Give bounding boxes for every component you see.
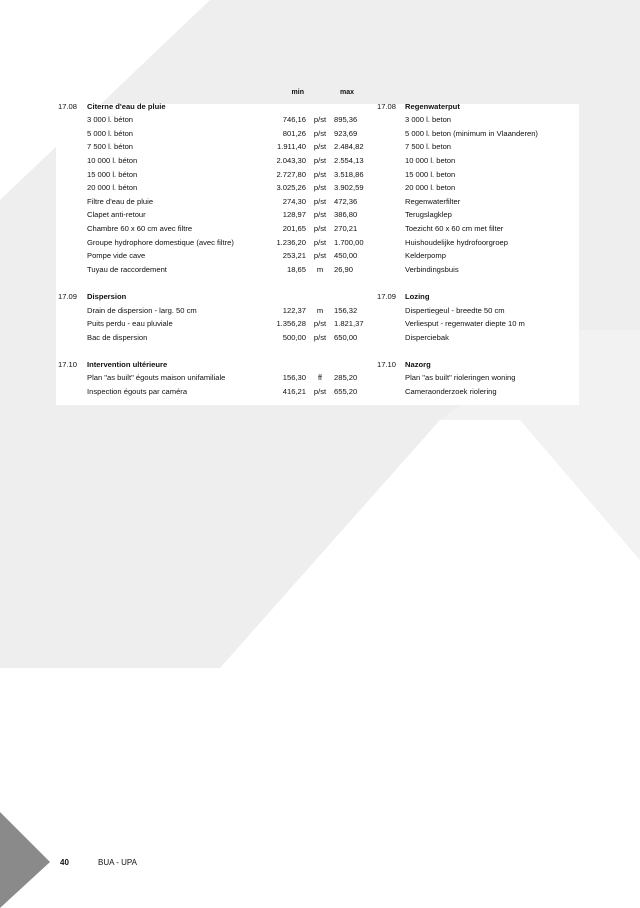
price-max: 655,20 [334, 387, 358, 397]
item-description-nl: Verbindingsbuis [405, 264, 459, 274]
price-max: 3.518,86 [334, 169, 364, 179]
empty-cell [58, 127, 87, 141]
item-description-fr: Inspection égouts par caméra [87, 387, 188, 397]
empty-cell [405, 344, 578, 358]
empty-cell [58, 276, 87, 290]
unit: p/st [313, 387, 327, 397]
table-header [58, 86, 578, 100]
section-code: 17.08 [58, 101, 78, 111]
table-row [58, 113, 578, 127]
empty-cell [58, 344, 87, 358]
empty-cell [377, 154, 405, 168]
table-row [58, 140, 578, 154]
price-max: 3.902,59 [334, 183, 364, 193]
section-heading-row [58, 100, 578, 114]
empty-cell [58, 154, 87, 168]
item-description-nl: Dispertiegeul - breedte 50 cm [405, 305, 505, 315]
empty-cell [58, 140, 87, 154]
item-description-fr: Groupe hydrophore domestique (avec filtre) [87, 237, 234, 247]
table-row [58, 222, 578, 236]
empty-cell [266, 344, 306, 358]
unit: p/st [313, 196, 327, 206]
table-row [58, 168, 578, 182]
empty-cell [377, 208, 405, 222]
empty-cell [334, 290, 377, 304]
item-description-nl: 15 000 l. beton [405, 169, 456, 179]
empty-cell [266, 290, 306, 304]
price-max: 285,20 [334, 373, 358, 383]
item-description-fr: Plan "as built" égouts maison unifamiliale [87, 373, 226, 383]
price-min: 201,65 [282, 223, 306, 233]
table-row [58, 263, 578, 277]
unit: ff [317, 373, 323, 383]
empty-cell [58, 168, 87, 182]
empty-cell [58, 371, 87, 385]
section-code-nl: 17.10 [377, 359, 397, 369]
empty-cell [266, 276, 306, 290]
empty-cell [377, 168, 405, 182]
empty-cell [266, 100, 306, 114]
empty-cell [58, 195, 87, 209]
price-min: 1.236,20 [276, 237, 306, 247]
price-min: 18,65 [286, 264, 306, 274]
table-row [58, 195, 578, 209]
item-description-nl: 10 000 l. beton [405, 155, 456, 165]
empty-cell [58, 331, 87, 345]
price-min: 1.911,40 [277, 142, 306, 152]
unit: m [316, 264, 324, 274]
price-max: 650,00 [334, 332, 358, 342]
price-min: 128,97 [282, 210, 306, 220]
price-max: 1.700,00 [334, 237, 364, 247]
empty-cell [306, 344, 334, 358]
item-description-nl: Kelderpomp [405, 251, 446, 261]
unit: p/st [313, 237, 327, 247]
item-description-fr: Puits perdu - eau pluviale [87, 319, 173, 329]
empty-cell [377, 127, 405, 141]
price-min: 274,30 [282, 196, 306, 206]
price-max: 2.554,13 [334, 155, 364, 165]
unit: p/st [313, 169, 327, 179]
empty-cell [306, 100, 334, 114]
item-description-nl: Regenwaterfilter [405, 196, 461, 206]
section-code: 17.10 [58, 359, 78, 369]
empty-cell [377, 276, 405, 290]
table-row [58, 249, 578, 263]
page-number: 40 [60, 858, 69, 867]
item-description-fr: Tuyau de raccordement [87, 264, 167, 274]
empty-cell [58, 208, 87, 222]
empty-cell [377, 371, 405, 385]
price-max: 1.821,37 [334, 319, 364, 329]
table-row [58, 154, 578, 168]
price-max: 270,21 [334, 223, 358, 233]
item-description-fr: Clapet anti-retour [87, 210, 146, 220]
table-row [58, 331, 578, 345]
section-code-nl: 17.08 [377, 101, 397, 111]
empty-cell [58, 249, 87, 263]
item-description-fr: Filtre d'eau de pluie [87, 196, 154, 206]
item-description-fr: 5 000 l. béton [87, 128, 134, 138]
table-row [58, 181, 578, 195]
empty-cell [377, 140, 405, 154]
unit: p/st [313, 251, 327, 261]
section-code: 17.09 [58, 291, 78, 301]
item-description-fr: Pompe vide cave [87, 251, 146, 261]
header-min: min [291, 89, 304, 96]
price-min: 156,30 [282, 373, 306, 383]
price-min: 416,21 [282, 387, 306, 397]
item-description-nl: 7 500 l. beton [405, 142, 452, 152]
empty-cell [58, 263, 87, 277]
section-spacer [58, 344, 578, 358]
item-description-nl: Toezicht 60 x 60 cm met filter [405, 223, 504, 233]
empty-cell [58, 181, 87, 195]
unit: p/st [313, 128, 327, 138]
price-min: 746,16 [282, 115, 306, 125]
empty-cell [266, 358, 306, 372]
table-row [58, 317, 578, 331]
price-max: 895,36 [334, 115, 358, 125]
item-description-fr: Chambre 60 x 60 cm avec filtre [87, 223, 193, 233]
section-heading-row [58, 290, 578, 304]
item-description-nl: 20 000 l. beton [405, 183, 456, 193]
unit: p/st [313, 319, 327, 329]
unit: p/st [313, 332, 327, 342]
unit: p/st [313, 155, 327, 165]
empty-cell [58, 317, 87, 331]
table-row [58, 371, 578, 385]
table-row [58, 208, 578, 222]
section-title-nl: Lozing [405, 291, 430, 301]
unit: p/st [313, 210, 327, 220]
item-description-fr: Bac de dispersion [87, 332, 148, 342]
unit: p/st [313, 142, 327, 152]
unit: p/st [313, 223, 327, 233]
empty-cell [58, 304, 87, 318]
section-title-fr: Citerne d'eau de pluie [87, 101, 166, 111]
table-row [58, 127, 578, 141]
empty-cell [58, 385, 87, 399]
item-description-fr: Drain de dispersion - larg. 50 cm [87, 305, 197, 315]
header-max: max [340, 89, 355, 96]
section-title-nl: Nazorg [405, 359, 431, 369]
table-row [58, 385, 578, 399]
item-description-nl: Plan "as built" rioleringen woning [405, 373, 516, 383]
unit: m [316, 305, 324, 315]
price-max: 450,00 [334, 251, 358, 261]
price-min: 1.356,28 [276, 319, 306, 329]
price-max: 472,36 [334, 196, 358, 206]
empty-cell [377, 317, 405, 331]
price-min: 500,00 [282, 332, 306, 342]
empty-cell [377, 263, 405, 277]
footer-label: BUA - UPA [98, 858, 137, 867]
section-title-fr: Intervention ultérieure [87, 359, 168, 369]
price-max: 386,80 [334, 210, 358, 220]
empty-cell [377, 113, 405, 127]
table-row [58, 236, 578, 250]
section-title-nl: Regenwaterput [405, 101, 460, 111]
empty-cell [334, 100, 377, 114]
empty-cell [377, 195, 405, 209]
unit: p/st [313, 183, 327, 193]
empty-cell [377, 222, 405, 236]
empty-cell [377, 181, 405, 195]
empty-cell [334, 276, 377, 290]
price-min: 801,26 [282, 128, 306, 138]
section-heading-row [58, 358, 578, 372]
item-description-nl: Verliesput - regenwater diepte 10 m [405, 319, 525, 329]
price-min: 122,37 [282, 305, 306, 315]
item-description-nl: Cameraonderzoek riolering [405, 387, 497, 397]
item-description-fr: 15 000 l. béton [87, 169, 138, 179]
section-code-nl: 17.09 [377, 291, 397, 301]
corner-triangle [0, 812, 50, 908]
section-title-fr: Dispersion [87, 291, 127, 301]
item-description-fr: 7 500 l. béton [87, 142, 134, 152]
empty-cell [377, 249, 405, 263]
item-description-nl: Huishoudelijke hydrofoorgroep [405, 237, 509, 247]
empty-cell [87, 344, 266, 358]
price-min: 2.043,30 [276, 155, 306, 165]
empty-cell [306, 276, 334, 290]
unit: p/st [313, 115, 327, 125]
price-min: 3.025,26 [276, 183, 306, 193]
price-min: 253,21 [282, 251, 306, 261]
empty-cell [306, 290, 334, 304]
price-min: 2.727,80 [276, 169, 306, 179]
price-max: 923,69 [334, 128, 358, 138]
price-max: 156,32 [334, 305, 358, 315]
empty-cell [334, 358, 377, 372]
section-spacer [58, 276, 578, 290]
empty-cell [377, 385, 405, 399]
item-description-fr: 10 000 l. béton [87, 155, 138, 165]
item-description-nl: 5 000 l. beton (minimum in Vlaanderen) [405, 128, 538, 138]
empty-cell [334, 344, 377, 358]
item-description-nl: Terugslagklep [405, 210, 452, 220]
empty-cell [58, 113, 87, 127]
price-max: 26,90 [334, 264, 354, 274]
empty-cell [377, 236, 405, 250]
item-description-fr: 20 000 l. béton [87, 183, 138, 193]
item-description-fr: 3 000 l. béton [87, 115, 134, 125]
empty-cell [377, 304, 405, 318]
table-row [58, 304, 578, 318]
item-description-nl: 3 000 l. beton [405, 115, 452, 125]
empty-cell [306, 358, 334, 372]
price-max: 2.484,82 [334, 142, 364, 152]
empty-cell [58, 222, 87, 236]
price-table [58, 86, 578, 399]
empty-cell [87, 276, 266, 290]
empty-cell [405, 276, 578, 290]
empty-cell [377, 331, 405, 345]
item-description-nl: Disperciebak [405, 332, 449, 342]
empty-cell [377, 344, 405, 358]
empty-cell [58, 236, 87, 250]
